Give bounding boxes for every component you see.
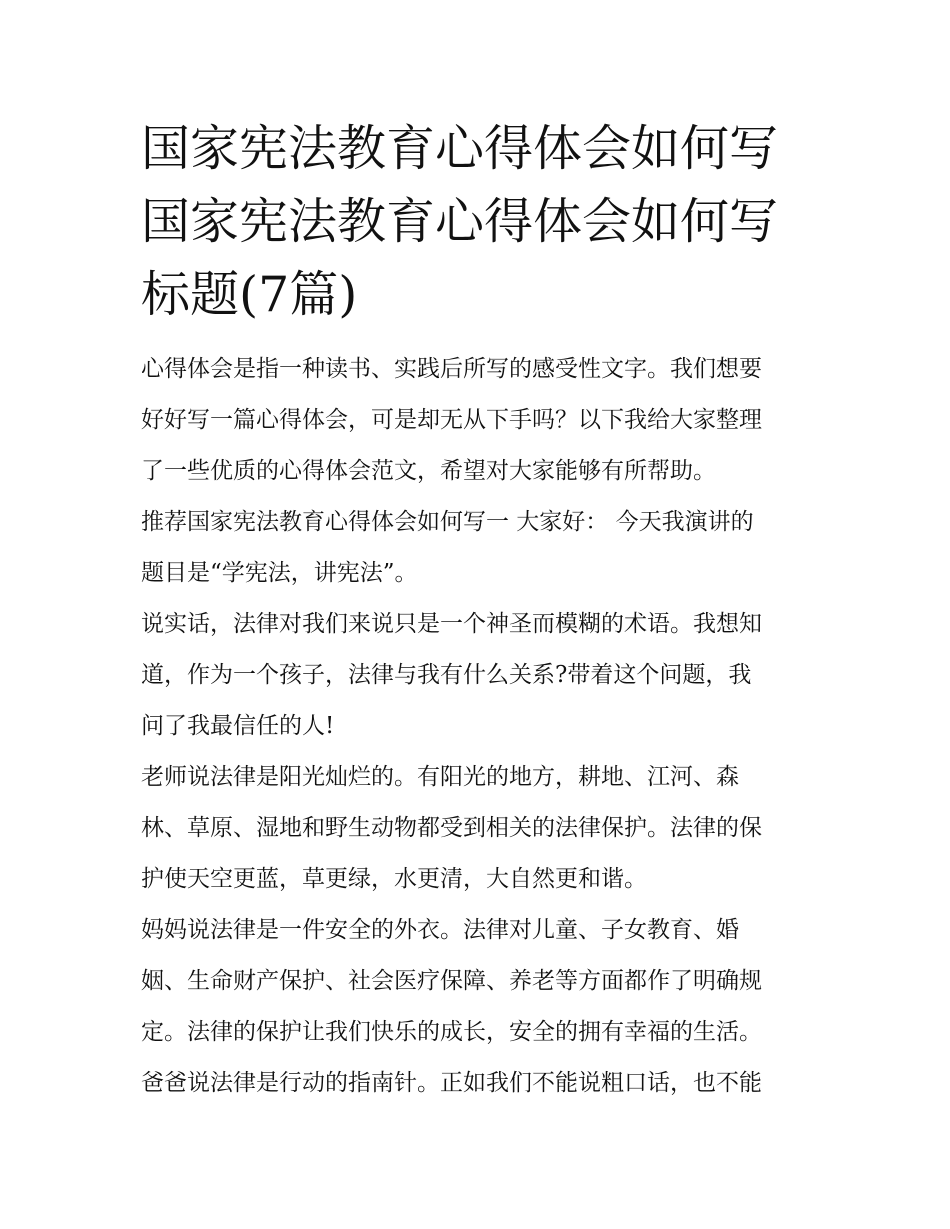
document-body [141, 344, 813, 1109]
text-line: 好好写一篇心得体会，可是却无从下手吗？以下我给大家整理 [141, 407, 762, 433]
title-line: 标题(7篇) [141, 266, 358, 323]
text-line: 妈妈说法律是一件安全的外衣。法律对儿童、子女教育、婚 [141, 917, 739, 943]
paragraph-speech-opening [141, 497, 813, 599]
paragraph-intro [141, 344, 813, 497]
text-line: 定。法律的保护让我们快乐的成长，安全的拥有幸福的生活。 [141, 1019, 762, 1045]
paragraph-teacher [141, 752, 813, 905]
document-title [141, 112, 813, 331]
text-line: 爸爸说法律是行动的指南针。正如我们不能说粗口话，也不能 [141, 1070, 762, 1096]
text-line: 老师说法律是阳光灿烂的。有阳光的地方，耕地、江河、森 [141, 764, 739, 790]
title-line: 国家宪法教育心得体会如何写 [141, 193, 779, 250]
text-line: 道，作为一个孩子，法律与我有什么关系?带着这个问题，我 [141, 662, 752, 688]
text-line: 心得体会是指一种读书、实践后所写的感受性文字。我们想要 [141, 356, 762, 382]
title-line: 国家宪法教育心得体会如何写 [141, 120, 779, 177]
text-line: 姻、生命财产保护、社会医疗保障、养老等方面都作了明确规 [141, 968, 762, 994]
paragraph-father [141, 1058, 813, 1109]
paragraph-question [141, 599, 813, 752]
text-line: 护使天空更蓝，草更绿，水更清，大自然更和谐。 [141, 866, 647, 892]
text-line: 问了我最信任的人! [141, 713, 335, 739]
text-line: 林、草原、湿地和野生动物都受到相关的法律保护。法律的保 [141, 815, 762, 841]
document-content [141, 112, 813, 1109]
text-line: 题目是“学宪法，讲宪法”。 [141, 560, 418, 586]
text-line: 了一些优质的心得体会范文，希望对大家能够有所帮助。 [141, 458, 716, 484]
paragraph-mother [141, 905, 813, 1058]
text-line: 说实话，法律对我们来说只是一个神圣而模糊的术语。我想知 [141, 611, 762, 637]
text-line: 推荐国家宪法教育心得体会如何写一 大家好： 今天我演讲的 [141, 509, 754, 535]
